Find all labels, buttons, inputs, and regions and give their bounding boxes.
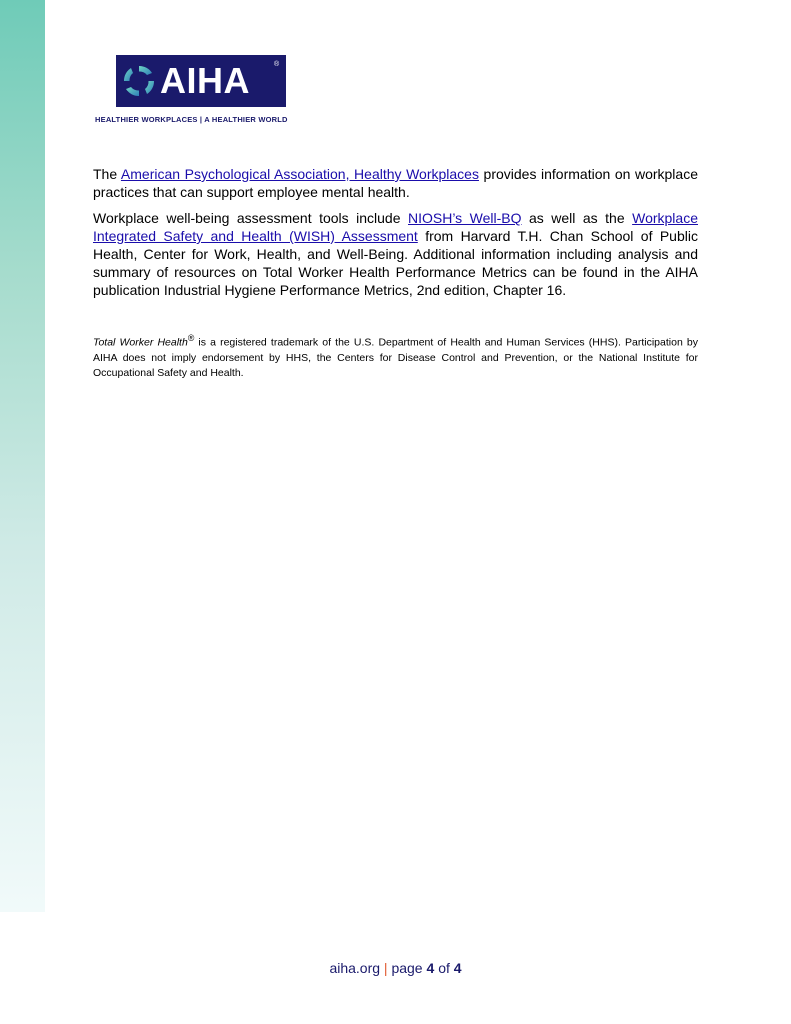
footnote-registered-mark: ® bbox=[187, 333, 195, 343]
footer-page-current: 4 bbox=[426, 960, 435, 976]
footer-of-label: of bbox=[438, 960, 450, 976]
footer-site: aiha.org bbox=[329, 960, 381, 976]
body-content bbox=[93, 165, 698, 307]
p1-before: The bbox=[93, 166, 121, 182]
p2-before: Workplace well-being assessment tools include bbox=[93, 210, 408, 226]
logo-wordmark: AIHA bbox=[160, 60, 250, 101]
tagline-separator: | bbox=[199, 115, 203, 124]
side-gradient-band bbox=[0, 0, 45, 912]
footer-page-label: page bbox=[391, 960, 423, 976]
footer-separator: | bbox=[383, 960, 388, 976]
niosh-well-bq-link[interactable]: NIOSH’s Well-BQ bbox=[407, 210, 522, 226]
p1-after: provides information on workplace practices that can support employee mental health. bbox=[93, 166, 698, 200]
paragraph-assessment-tools bbox=[93, 209, 698, 299]
logo-registered-mark: ® bbox=[274, 61, 280, 68]
p2-after: from Harvard T.H. Chan School of Public Health, Center for Work, Health, and Well-Being. Additional information including analysis and summary of resources on Total Worker Health Performance Metrics can be found in the AIHA publication Industrial Hygiene Performance Metrics, 2nd edition, Chapter 16. bbox=[93, 228, 698, 298]
footnote-trademark-name: Total Worker Health bbox=[93, 336, 188, 349]
apa-healthy-workplaces-link[interactable]: American Psychological Association, Healthy Workplaces bbox=[120, 166, 479, 182]
brand-tagline bbox=[95, 115, 288, 124]
paragraph-apa bbox=[93, 165, 698, 201]
tagline-right: A HEALTHIER WORLD bbox=[204, 115, 288, 124]
aiha-logo bbox=[116, 55, 286, 107]
page-footer bbox=[0, 960, 791, 976]
wish-assessment-link[interactable]: Workplace Integrated Safety and Health (WISH) Assessment bbox=[93, 210, 698, 244]
tagline-left: HEALTHIER WORKPLACES bbox=[95, 115, 198, 124]
p2-middle: as well as the bbox=[521, 210, 633, 226]
footer-page-total: 4 bbox=[453, 960, 462, 976]
aiha-ring-icon bbox=[121, 63, 157, 99]
footnote-text: is a registered trademark of the U.S. Department of Health and Human Services (HHS). Participation by AIHA does not imply endorsement by HHS, the Centers for Disease Control and Prevention, or the National Institute for Occupational Safety and Health. bbox=[93, 336, 699, 379]
trademark-footnote bbox=[93, 331, 698, 381]
